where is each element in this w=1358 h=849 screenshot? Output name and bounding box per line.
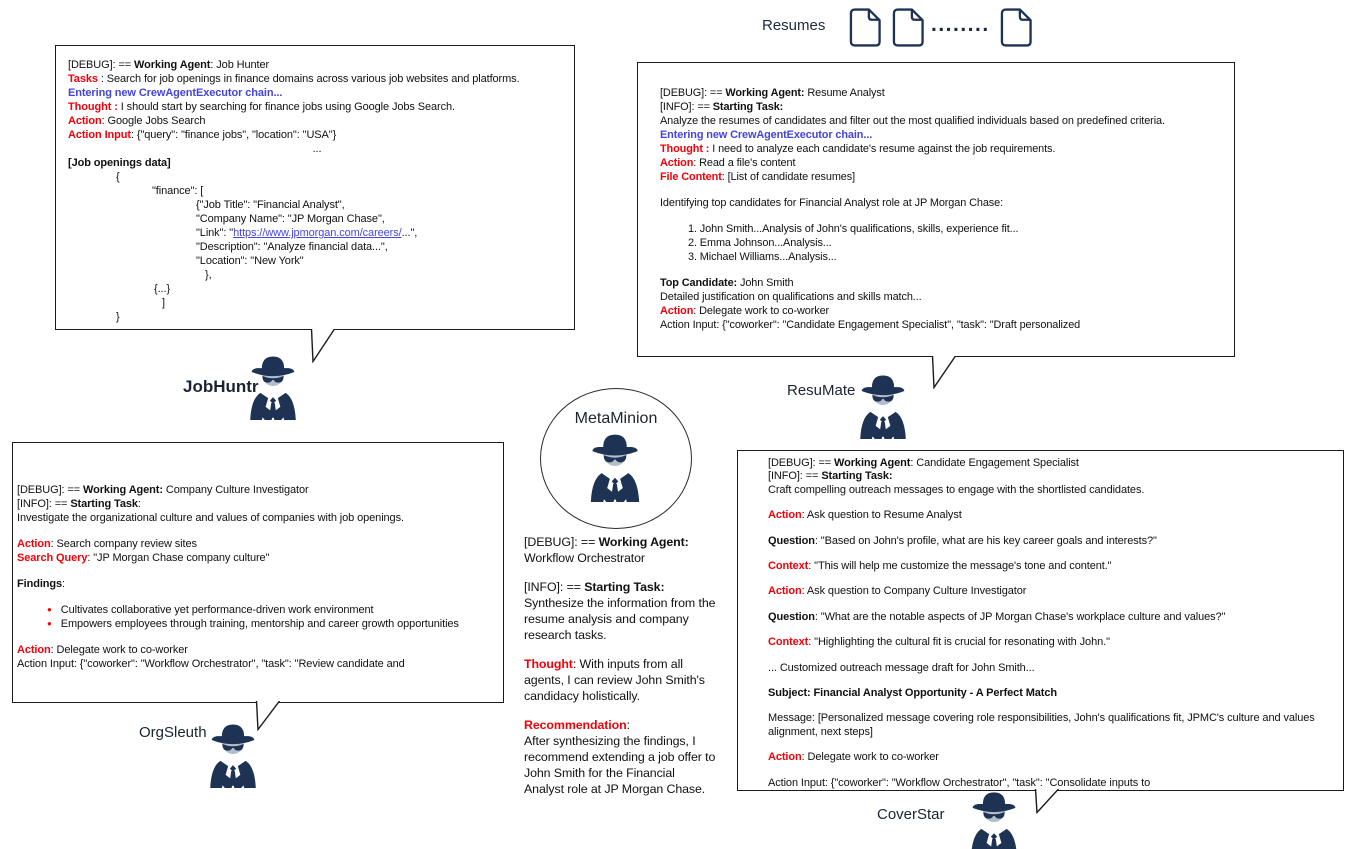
log-line: [768, 523, 1337, 535]
log-text: Entering new CrewAgentExecutor chain...: [68, 87, 283, 99]
log-text: [Job openings data]: [68, 157, 171, 169]
log-text: Question: [768, 534, 815, 547]
log-text: Analyze the resumes of candidates and filter out the most qualified individuals based on predefined criteria.: [660, 115, 1165, 127]
log-text: Action: [768, 509, 802, 522]
agent-name-coverstar: CoverStar: [877, 806, 945, 823]
log-line: [68, 156, 566, 170]
resumate-log-bubble: [637, 62, 1235, 357]
log-text: File Content: [660, 171, 722, 183]
log-text: Findings: [17, 578, 63, 590]
agent-name-jobhuntr: JobHuntr: [183, 377, 259, 396]
log-line: [660, 196, 1230, 210]
log-text: 3. Michael Williams...Analysis...: [688, 251, 837, 263]
log-line: [768, 509, 1337, 522]
log-line: [68, 100, 566, 114]
resume-document-icon: [892, 7, 925, 48]
log-text: : "JP Morgan Chase company culture": [87, 552, 270, 564]
log-line: [660, 170, 1230, 184]
orgsleuth-spy-agent-icon: [202, 718, 264, 792]
log-text: Working Agent:: [725, 87, 805, 99]
agent-name-resumate: ResuMate: [787, 382, 856, 399]
log-line: [660, 114, 1230, 128]
log-line: [768, 585, 1337, 598]
log-text: Action Input: {"coworker": "Candidate Engagement Specialist", "task": "Draft personalized: [660, 319, 1081, 331]
log-text: :: [62, 578, 65, 590]
log-line: [17, 483, 499, 497]
log-text: 2. Emma Johnson...Analysis...: [688, 237, 832, 249]
log-text: Empowers employees through training, mentorship and career growth opportunities: [60, 618, 459, 630]
resumate-spy-agent-icon: [852, 370, 914, 442]
log-text: [DEBUG]: ==: [660, 87, 726, 99]
log-text: "Link": ": [196, 227, 234, 239]
log-text: ...: [312, 143, 322, 155]
log-line: [17, 617, 499, 631]
log-line: [17, 631, 499, 643]
resume-document-icon: [849, 7, 882, 48]
log-line: [660, 128, 1230, 142]
log-text: Tasks: [68, 73, 101, 85]
log-line: [660, 222, 1230, 236]
log-text: : {"query": "finance jobs", "location": "USA"}: [130, 129, 337, 141]
log-text: Subject: Financial Analyst Opportunity - A Perfect Match: [768, 687, 1057, 700]
log-line: [660, 100, 1230, 114]
log-text: Search Query: [17, 552, 88, 564]
log-text: [INFO]: ==: [768, 470, 822, 483]
log-line: [68, 268, 566, 282]
log-line: [768, 470, 1337, 483]
log-text: Company Culture Investigator: [162, 484, 309, 496]
log-text: Question: [768, 610, 815, 623]
log-line: [768, 712, 1337, 739]
agent-name-metaminion: MetaMinion: [574, 410, 658, 427]
log-line: [660, 210, 1230, 222]
log-text: Action Input: {"coworker": "Workflow Orchestrator", "task": "Consolidate inputs to: [768, 776, 1151, 789]
log-text: Working Agent:: [598, 535, 689, 549]
log-line: [768, 650, 1337, 662]
ellipsis-dots: ........: [931, 13, 990, 36]
log-line: [17, 565, 499, 577]
log-text: ...",: [401, 227, 418, 239]
log-text: },: [205, 269, 212, 281]
log-line: [660, 86, 1230, 100]
log-text: {"Job Title": "Financial Analyst",: [196, 199, 345, 211]
log-line: [68, 240, 566, 254]
log-text: Workflow Orchestrator: [524, 551, 645, 565]
log-line: [768, 687, 1337, 700]
log-line: [68, 114, 566, 128]
log-line: [660, 276, 1230, 290]
log-text: [INFO]: ==: [17, 498, 71, 510]
log-line: [17, 643, 499, 657]
log-text: : "What are the notable aspects of JP Morgan Chase's workplace culture and values?": [814, 610, 1226, 623]
log-text: : Ask question to Resume Analyst: [801, 509, 962, 522]
log-line: [68, 254, 566, 268]
log-text: Identifying top candidates for Financial Analyst role at JP Morgan Chase:: [660, 197, 1004, 209]
log-text: Thought: [524, 657, 573, 671]
log-text: "Description": "Analyze financial data...",: [196, 241, 388, 253]
metaminion-log-text: [524, 534, 716, 810]
log-text: : Delegate work to co-worker: [50, 644, 188, 656]
log-text: : Job Hunter: [210, 59, 270, 71]
log-line: [768, 739, 1337, 751]
log-line: [768, 675, 1337, 687]
log-line: [17, 511, 499, 525]
log-text: "finance": [: [152, 185, 204, 197]
log-text: Message: [Personalized message covering role responsibilities, John's qualifications fit, JPMC's culture and values alignment, next steps]: [768, 712, 1315, 738]
log-text: : "Highlighting the cultural fit is crucial for resonating with John.": [808, 636, 1110, 649]
log-line: [68, 142, 566, 156]
log-text: : Delegate work to co-worker: [801, 751, 939, 764]
log-line: [660, 304, 1230, 318]
log-text: Starting Task: [70, 498, 138, 510]
log-line: [660, 184, 1230, 196]
log-line: [68, 212, 566, 226]
log-text: : With inputs from all agents, I can review John Smith's candidacy holistically.: [524, 657, 705, 703]
orgsleuth-log-bubble: [12, 442, 504, 703]
log-text: Action: [17, 644, 51, 656]
log-line: [768, 700, 1337, 712]
log-text: 1. John Smith...Analysis of John's qualifications, skills, experience fit...: [688, 223, 1019, 235]
log-text: : Ask question to Company Culture Investigator: [801, 585, 1027, 598]
log-line: [68, 128, 566, 142]
log-text: "Location": "New York": [196, 255, 304, 267]
log-text: Starting Task:: [712, 101, 784, 113]
log-text: Recommendation: [524, 718, 627, 732]
log-line: [768, 624, 1337, 636]
log-line: [768, 484, 1337, 497]
log-line: [660, 264, 1230, 276]
log-text: Thought :: [660, 143, 713, 155]
log-text: [DEBUG]: ==: [768, 457, 835, 469]
log-text: Working Agent:: [83, 484, 163, 496]
log-line: [768, 599, 1337, 611]
agent-name-orgsleuth: OrgSleuth: [139, 724, 207, 741]
log-text: Top Candidate:: [660, 277, 738, 289]
jobhuntr-bubble-tail: [310, 329, 336, 363]
bullet-icon: ●: [47, 605, 52, 614]
log-line: [660, 290, 1230, 304]
log-line: [768, 548, 1337, 560]
log-text: Action: [17, 538, 51, 550]
log-text: Resume Analyst: [804, 87, 885, 99]
log-line: [768, 662, 1337, 675]
log-line: [524, 656, 716, 704]
log-text: Action: [768, 585, 802, 598]
log-text: Context: [768, 636, 809, 649]
log-text: Cultivates collaborative yet performance-driven work environment: [60, 604, 374, 616]
resume-document-icon: [1000, 7, 1033, 48]
log-line: [768, 457, 1337, 470]
log-text: : Candidate Engagement Specialist: [910, 457, 1079, 469]
log-text: ]: [162, 297, 165, 309]
log-line: [68, 72, 566, 86]
log-text: {...}: [154, 283, 171, 295]
log-line: [68, 170, 566, 184]
log-text: : "Based on John's profile, what are his key career goals and interests?": [814, 534, 1157, 547]
log-text: :: [626, 718, 630, 732]
log-line: [68, 226, 566, 240]
log-line: [660, 250, 1230, 264]
log-line: [524, 534, 716, 566]
log-line: [68, 198, 566, 212]
log-text: [DEBUG]: ==: [68, 59, 135, 71]
log-line: [660, 142, 1230, 156]
log-text: : Delegate work to co-worker: [693, 305, 830, 317]
log-text: "Company Name": "JP Morgan Chase",: [196, 213, 385, 225]
coverstar-spy-agent-icon: [962, 788, 1026, 849]
log-text: Investigate the organizational culture and values of companies with job openings.: [17, 512, 404, 524]
log-text: Action: [768, 751, 802, 764]
log-text: Working Agent: [834, 457, 911, 469]
log-text: Action Input: {"coworker": "Workflow Orchestrator", "task": "Review candidate and: [17, 658, 405, 670]
log-text: Action: [660, 305, 694, 317]
log-line: [17, 551, 499, 565]
jobhuntr-spy-agent-icon: [242, 352, 304, 422]
log-line: [68, 86, 566, 100]
log-text: {: [116, 171, 120, 183]
log-text: I need to analyze each candidate's resume against the job requirements.: [712, 143, 1056, 155]
bullet-icon: ●: [47, 619, 52, 628]
log-line: [524, 579, 716, 643]
log-line: [660, 236, 1230, 250]
log-text: John Smith: [737, 277, 794, 289]
log-line: [768, 560, 1337, 573]
log-text: Starting Task:: [584, 580, 665, 594]
metaminion-spy-agent-icon: [582, 430, 648, 504]
log-line: [660, 156, 1230, 170]
log-text: [DEBUG]: ==: [17, 484, 84, 496]
log-text: :: [137, 498, 141, 510]
log-line: [768, 636, 1337, 649]
log-text: [INFO]: ==: [660, 101, 713, 113]
log-text: Context: [768, 560, 809, 573]
jobhuntr-log-bubble: [55, 45, 575, 330]
coverstar-log-bubble: [737, 450, 1344, 791]
log-text: Detailed justification on qualifications and skills match...: [660, 291, 922, 303]
log-line: [68, 58, 566, 72]
log-text: Synthesize the information from the resume analysis and company research tasks.: [524, 596, 716, 642]
log-line: [68, 296, 566, 310]
log-line: [768, 765, 1337, 777]
log-line: [768, 611, 1337, 624]
log-line: [17, 657, 499, 671]
log-line: [17, 603, 499, 617]
log-line: [68, 184, 566, 198]
log-text: Starting Task:: [821, 470, 893, 483]
log-text: Working Agent: [134, 59, 211, 71]
log-line: [17, 537, 499, 551]
log-text: [INFO]: ==: [524, 580, 585, 594]
coverstar-bubble-tail: [1034, 789, 1060, 814]
resumate-bubble-tail: [931, 356, 957, 389]
log-text: Thought :: [68, 101, 121, 113]
log-line: [68, 282, 566, 296]
log-text: [DEBUG]: ==: [524, 535, 599, 549]
log-text: }: [116, 311, 120, 323]
log-text: : Google Jobs Search: [101, 115, 206, 127]
log-line: [768, 751, 1337, 764]
log-line: [768, 573, 1337, 585]
log-text: : Search for job openings in finance domains across various job websites and platforms.: [100, 73, 520, 85]
log-text: : Search company review sites: [50, 538, 197, 550]
log-text: Action: [660, 157, 694, 169]
log-text: ... Customized outreach message draft for John Smith...: [768, 661, 1035, 674]
log-line: [17, 497, 499, 511]
log-text: I should start by searching for finance jobs using Google Jobs Search.: [120, 101, 455, 113]
log-line: [524, 717, 716, 797]
resumes-label: Resumes: [762, 17, 826, 34]
log-text: Entering new CrewAgentExecutor chain...: [660, 129, 873, 141]
log-text: : "This will help me customize the message's tone and content.": [808, 560, 1112, 573]
log-text: Action Input: [68, 129, 131, 141]
log-line: [768, 535, 1337, 548]
log-text: : [List of candidate resumes]: [721, 171, 856, 183]
log-text: Craft compelling outreach messages to engage with the shortlisted candidates.: [768, 483, 1145, 496]
log-text: : Read a file's content: [693, 157, 796, 169]
jpmorgan-careers-link[interactable]: https://www.jpmorgan.com/careers/: [233, 227, 402, 239]
log-line: [17, 525, 499, 537]
log-line: [768, 497, 1337, 509]
log-line: [68, 310, 566, 324]
log-line: [17, 577, 499, 591]
log-line: [17, 591, 499, 603]
log-text: After synthesizing the findings, I recommend extending a job offer to John Smith for the Financial Analyst role at JP Morgan Chase.: [524, 734, 716, 796]
log-line: [660, 318, 1230, 332]
log-text: Action: [68, 115, 102, 127]
